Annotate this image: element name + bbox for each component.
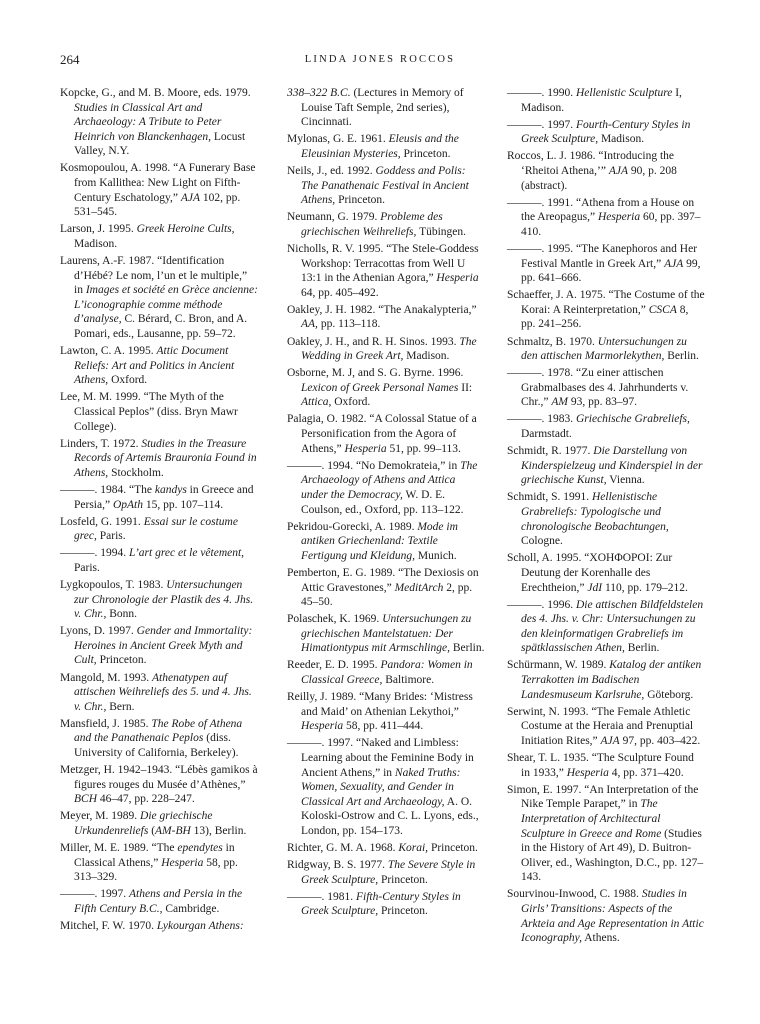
bibliography-entry: ———. 1997. Fourth-Century Styles in Greek Sculpture, Madison.: [507, 118, 691, 146]
bibliography-entry: Pekridou-Gorecki, A. 1989. Mode im antiken Griechenland: Textile Fertigung und Kleidung, Munich.: [287, 520, 458, 562]
bibliography-entry: Palagia, O. 1982. “A Colossal Statue of a Personification from the Agora of Athens,” Hesperia 51, pp. 99–113.: [287, 413, 477, 455]
bibliography-entry: Lawton, C. A. 1995. Attic Document Reliefs: Art and Politics in Ancient Athens, Oxford.: [60, 345, 235, 387]
bibliography-entry: Oakley, J. H., and R. H. Sinos. 1993. The Wedding in Greek Art, Madison.: [287, 335, 477, 363]
bibliography-entry: Kosmopoulou, A. 1998. “A Funerary Base from Kallithea: New Light on Fifth-Century Eschatology,” AJA 102, pp. 531–545.: [60, 162, 256, 219]
bibliography-column-1: [60, 86, 258, 936]
running-head: LINDA JONES ROCCOS: [304, 54, 456, 65]
bibliography-entry: Linders, T. 1972. Studies in the Treasure Records of Artemis Brauronia Found in Athens, Stockholm.: [60, 437, 257, 479]
bibliography-entry: Simon, E. 1997. “An Interpretation of the Nike Temple Parapet,” in The Interpretation of Architectural Sculpture in Greece and Rome (Studies in the History of Art 49), D. Buitron-Oliver, ed., Washington, D.C., pp. 127–143.: [507, 783, 704, 884]
bibliography-entry: Schaeffer, J. A. 1975. “The Costume of the Korai: A Reinterpretation,” CSCA 8, pp. 241–256.: [507, 289, 705, 331]
bibliography-entry: Scholl, A. 1995. “ΧΟΗΦΟΡΟΙ: Zur Deutung der Korenhalle des Erechtheion,” JdI 110, pp. 179–212.: [507, 552, 688, 594]
bibliography-entry: ———. 1997. Athens and Persia in the Fifth Century B.C., Cambridge.: [60, 888, 243, 915]
bibliography-entry: Oakley, J. H. 1982. “The Anakalypteria,” AA, pp. 113–118.: [287, 303, 477, 331]
bibliography-entry: Meyer, M. 1989. Die griechische Urkundenreliefs (AM-BH 13), Berlin.: [60, 810, 247, 837]
bibliography-entry: ———. 1997. “Naked and Limbless: Learning about the Feminine Body in Ancient Athens,” in Naked Truths: Women, Sexuality, and Gender in Classical Art and Archaeology, A. O. Koloski-Ostrow and C. L. Lyons, eds., London, pp. 154–173.: [287, 737, 479, 837]
bibliography-entry: ———. 1981. Fifth-Century Styles in Greek Sculpture, Princeton.: [287, 890, 461, 918]
bibliography-entry: Reilly, J. 1989. “Many Brides: ‘Mistress and Maid’ on Athenian Lekythoi,” Hesperia 58, pp. 411–444.: [287, 691, 473, 733]
bibliography-entry: Roccos, L. J. 1986. “Introducing the ‘Rheitoi Athena,’” AJA 90, p. 208 (abstract).: [507, 150, 677, 192]
bibliography-entry: Lyons, D. 1997. Gender and Immortality: Heroines in Ancient Greek Myth and Cult, Princeton.: [60, 625, 253, 667]
bibliography-entry: ———. 1994. L’art grec et le vêtement, Paris.: [60, 547, 245, 574]
bibliography-entry: Nicholls, R. V. 1995. “The Stele-Goddess Workshop: Terracottas from Well U 13:1 in the Athenian Agora,” Hesperia 64, pp. 405–492.: [287, 242, 479, 299]
bibliography-entry: ———. 1990. Hellenistic Sculpture I, Madison.: [507, 87, 682, 114]
bibliography-entry: Laurens, A.-F. 1987. “Identification d’Hébé? Le nom, l’un et le multiple,” in Images et société en Grèce ancienne: L’iconographie comme méthode d’analyse, C. Bérard, C. Bron, and A. Pomari, eds., Lausanne, pp. 59–72.: [60, 255, 258, 340]
page-number: 264: [60, 52, 80, 67]
bibliography-entry: Lee, M. M. 1999. “The Myth of the Classical Peplos” (diss. Bryn Mawr College).: [60, 391, 238, 433]
bibliography-entry: ———. 1984. “The kandys in Greece and Persia,” OpAth 15, pp. 107–114.: [60, 483, 254, 511]
bibliography-entry: Mylonas, G. E. 1961. Eleusis and the Eleusinian Mysteries, Princeton.: [287, 133, 459, 160]
bibliography-entry: Miller, M. E. 1989. “The ependytes in Classical Athens,” Hesperia 58, pp. 313–329.: [60, 842, 238, 884]
bibliography-entry: ———. 1995. “The Kanephoros and Her Festival Mantle in Greek Art,” AJA 99, pp. 641–666.: [507, 242, 701, 285]
bibliography-entry: Serwint, N. 1993. “The Female Athletic Costume at the Heraia and Prenuptial Initiation Rites,” AJA 97, pp. 403–422.: [507, 705, 701, 747]
bibliography-entry: Schmidt, R. 1977. Die Darstellung von Kinderspielzeug und Kinderspiel in der griechische Kunst, Vienna.: [507, 445, 703, 487]
bibliography-entry: Neils, J., ed. 1992. Goddess and Polis: The Panathenaic Festival in Ancient Athens, Princeton.: [287, 164, 469, 207]
bibliography-entry: Osborne, M. J, and S. G. Byrne. 1996. Lexicon of Greek Personal Names II: Attica, Oxford.: [287, 367, 473, 409]
bibliography-entry: 338–322 B.C. (Lectures in Memory of Louise Taft Semple, 2nd series), Cincinnati.: [287, 87, 464, 129]
bibliography-entry: Shear, T. L. 1935. “The Sculpture Found in 1933,” Hesperia 4, pp. 371–420.: [507, 752, 694, 779]
bibliography-entry: Schmidt, S. 1991. Hellenistische Grabreliefs: Typologische und chronologische Beobachtungen, Cologne.: [507, 491, 669, 548]
bibliography-entry: Mansfield, J. 1985. The Robe of Athena and the Panathenaic Peplos (diss. University of California, Berkeley).: [60, 717, 243, 760]
bibliography-entry: Mitchel, F. W. 1970. Lykourgan Athens:: [60, 920, 244, 933]
bibliography-entry: Richter, G. M. A. 1968. Korai, Princeton.: [287, 842, 478, 855]
bibliography-entry: Larson, J. 1995. Greek Heroine Cults, Madison.: [60, 223, 235, 250]
bibliography-entry: Schürmann, W. 1989. Katalog der antiken Terrakotten im Badischen Landesmuseum Karlsruhe, Göteborg.: [507, 659, 702, 701]
bibliography-entry: ———. 1991. “Athena from a House on the Areopagus,” Hesperia 60, pp. 397–410.: [507, 196, 701, 238]
bibliography-entry: Ridgway, B. S. 1977. The Severe Style in Greek Sculpture, Princeton.: [287, 859, 476, 886]
bibliography-entry: Losfeld, G. 1991. Essai sur le costume grec, Paris.: [60, 515, 238, 543]
bibliography-entry: Reeder, E. D. 1995. Pandora: Women in Classical Greece, Baltimore.: [287, 659, 473, 687]
bibliography-entry: Metzger, H. 1942–1943. “Lébès gamikos à figures rouges du Musée d’Athènes,” BCH 46–47, pp. 228–247.: [60, 764, 258, 806]
bibliography-entry: ———. 1983. Griechische Grabreliefs, Darmstadt.: [507, 413, 690, 441]
bibliography-entry: Mangold, M. 1993. Athenatypen auf attischen Weihreliefs des 5. und 4. Jhs. v. Chr., Bern.: [60, 671, 252, 713]
bibliography-column-2: [287, 86, 485, 922]
bibliography-entry: Kopcke, G., and M. B. Moore, eds. 1979. Studies in Classical Art and Archaeology: A Tribute to Peter Heinrich von Blanckenhagen, Locust Valley, N.Y.: [60, 87, 251, 158]
bibliography-entry: ———. 1994. “No Demokrateia,” in The Archaeology of Athens and Attica under the Democracy, W. D. E. Coulson, ed., Oxford, pp. 113–122.: [287, 459, 478, 516]
bibliography-entry: Neumann, G. 1979. Probleme des griechischen Weihreliefs, Tübingen.: [287, 211, 467, 238]
bibliography-entry: ———. 1978. “Zu einer attischen Grabmalbases des 4. Jahrhunderts v. Chr.,” AM 93, pp. 83–97.: [507, 367, 689, 409]
bibliography-entry: Sourvinou-Inwood, C. 1988. Studies in Girls’ Transitions: Aspects of the Arkteia and Age Representation in Attic Iconography, Athens.: [507, 888, 704, 945]
bibliography-column-3: [507, 86, 705, 948]
bibliography-entry: Pemberton, E. G. 1989. “The Dexiosis on Attic Gravestones,” MeditArch 2, pp. 45–50.: [287, 566, 479, 609]
bibliography-entry: ———. 1996. Die attischen Bildfeldstelen des 4. Jhs. v. Chr: Untersuchungen zu den kleinformatigen Grabreliefs im spätklassischen Athen, Berlin.: [507, 598, 704, 655]
bibliography-entry: Lygkopoulos, T. 1983. Untersuchungen zur Chronologie der Plastik des 4. Jhs. v. Chr., Bonn.: [60, 579, 254, 621]
bibliography-entry: Schmaltz, B. 1970. Untersuchungen zu den attischen Marmorlekythen, Berlin.: [507, 335, 699, 363]
bibliography-entry: Polaschek, K. 1969. Untersuchungen zu griechischen Mantelstatuen: Der Himationtypus mit Armschlinge, Berlin.: [287, 613, 485, 655]
